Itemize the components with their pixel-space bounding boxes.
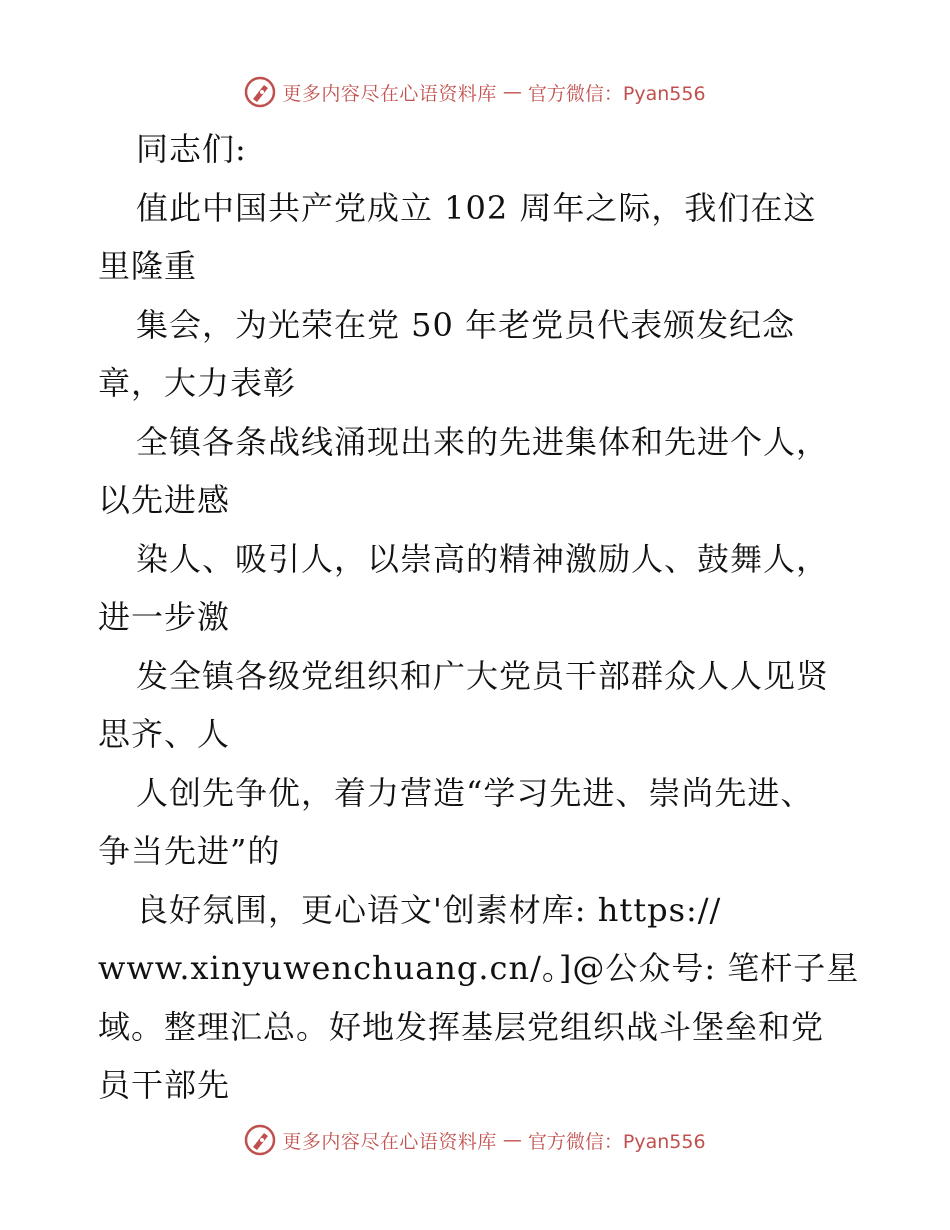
footer-separator: — (502, 1129, 522, 1151)
body-line: 争当先进”的 (98, 832, 281, 870)
header-watermark (0, 72, 950, 112)
body-line: 同志们: (136, 130, 247, 168)
footer-contact-text: 官方微信：Pyan556 (527, 1130, 706, 1153)
body-line: 进一步激 (98, 598, 231, 636)
pen-nib-icon (244, 1124, 276, 1156)
body-line: 里隆重 (98, 247, 198, 285)
body-line: www.xinyuwenchuang.cn/。]@公众号: 笔杆子星 (98, 949, 860, 987)
body-line: 章，大力表彰 (98, 364, 297, 402)
body-line: 染人、吸引人，以崇高的精神激励人、鼓舞人， (136, 539, 830, 578)
document-body (98, 120, 858, 1115)
header-separator: — (502, 81, 522, 103)
body-line: 值此中国共产党成立 102 周年之际，我们在这 (136, 188, 817, 227)
body-line: 员干部先 (98, 1066, 231, 1104)
footer-brand-text: 更多内容尽在心语资料库 (282, 1130, 497, 1153)
pen-nib-icon (244, 76, 276, 108)
header-brand-text: 更多内容尽在心语资料库 (282, 82, 497, 105)
header-contact-text: 官方微信：Pyan556 (527, 82, 706, 105)
body-line: 以先进感 (98, 481, 231, 519)
body-line: 人创先争优，着力营造“学习先进、崇尚先进、 (136, 773, 814, 812)
body-line: 良好氛围，更心语文'创素材库: https:// (136, 890, 722, 929)
body-line: 集会，为光荣在党 50 年老党员代表颁发纪念 (136, 305, 796, 344)
footer-watermark (0, 1120, 950, 1160)
body-line: 思齐、人 (98, 715, 231, 753)
body-line: 域。整理汇总。好地发挥基层党组织战斗堡垒和党 (98, 1007, 825, 1046)
body-line: 全镇各条战线涌现出来的先进集体和先进个人， (136, 422, 830, 461)
body-line: 发全镇各级党组织和广大党员干部群众人人见贤 (136, 656, 830, 695)
